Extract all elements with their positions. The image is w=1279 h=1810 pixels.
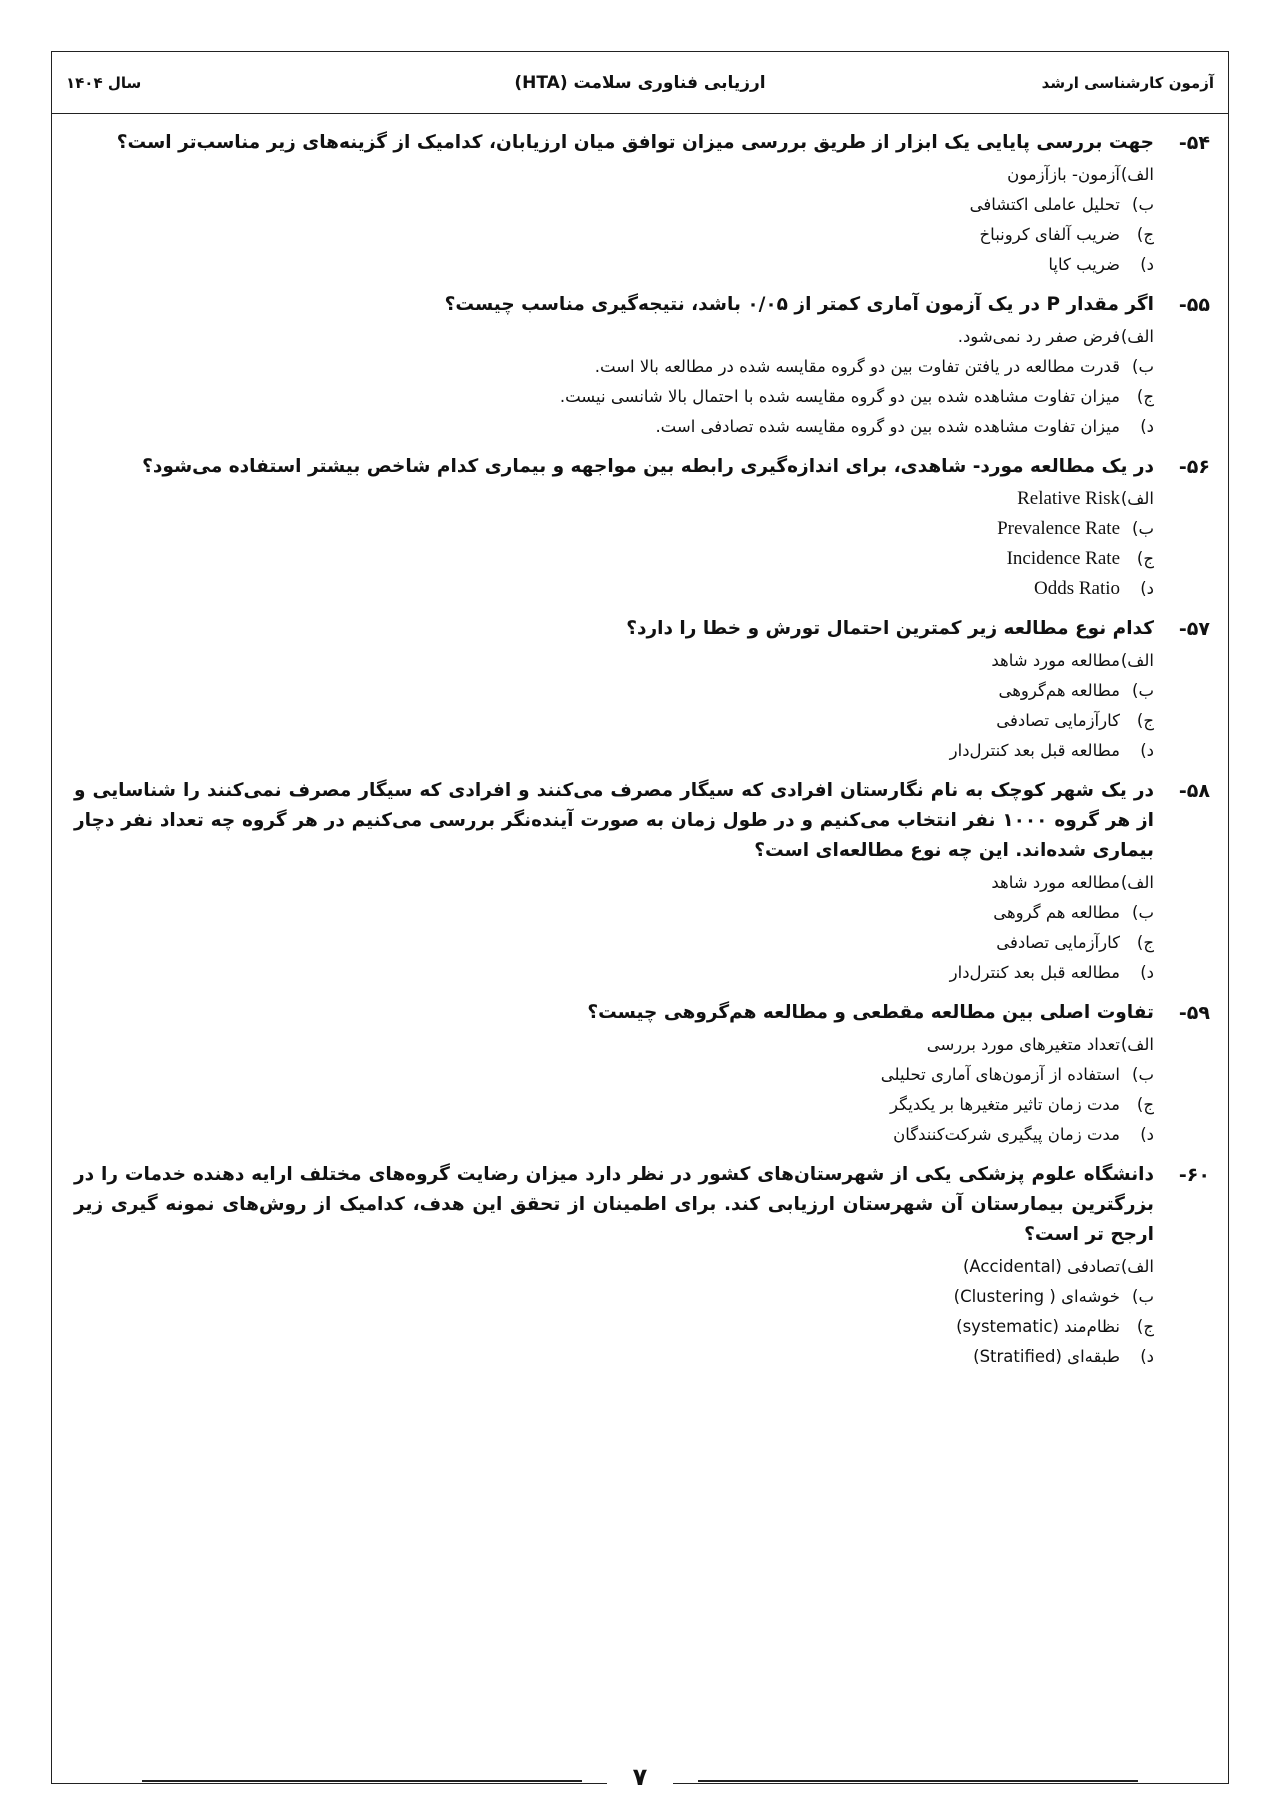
page-frame [51,51,1229,1791]
option-text: تحلیل عاملی اکتشافی [969,195,1120,214]
option [74,1282,1154,1312]
option [74,250,1154,280]
option-text: ضریب کاپا [1048,255,1120,274]
option-text: مطالعه هم‌گروهی [998,681,1120,700]
question-text: در یک شهر کوچک به نام نگارستان افرادی که سیگار مصرف می‌کنند و افرادی که سیگار مصرف نمی‌کنند را شناسایی و از هر گروه ۱۰۰۰ نفر انتخاب می‌کنیم و در طول زمان به صورت آینده‌نگر بررسی می‌کنیم در هر گروه چه تعداد نفر دچار بیماری شده‌اند. این چه نوع مطالعه‌ای است؟ [74,780,1154,861]
option-label: د) [1140,963,1154,982]
question-number: ۵۵- [1178,294,1210,316]
option-text: مطالعه قبل بعد کنترل‌دار [949,963,1120,982]
option [74,1342,1154,1372]
option-label: د) [1140,255,1154,274]
option [74,514,1154,544]
options-list [74,322,1154,442]
option [74,412,1154,442]
option-label: ب) [1132,681,1154,700]
option-text: مدت زمان پیگیری شرکت‌کنندگان [893,1125,1120,1144]
option [74,1030,1154,1060]
option-label: الف) [1120,1035,1154,1054]
option-text: میزان تفاوت مشاهده شده بین دو گروه مقایسه شده تصادفی است. [655,417,1120,436]
option [74,958,1154,988]
question-59 [74,998,1212,1150]
options-list [74,646,1154,766]
footer-rule-right [698,1780,1138,1782]
option-text: فرض صفر رد نمی‌شود. [957,327,1120,346]
option [74,928,1154,958]
option-text: مدت زمان تاثیر متغیرها بر یکدیگر [890,1095,1120,1114]
option [74,1252,1154,1282]
option-text: قدرت مطالعه در یافتن تفاوت بین دو گروه مقایسه شده در مطالعه بالا است. [594,357,1120,376]
option-label: ج) [1136,1317,1154,1336]
option [74,220,1154,250]
option [74,706,1154,736]
option-text: مطالعه هم گروهی [993,903,1120,922]
option-text: نظام‌مند (systematic) [956,1317,1120,1336]
questions-list [52,128,1228,1382]
option-label: ج) [1136,549,1154,568]
option-label: ج) [1136,225,1154,244]
question-57 [74,614,1212,766]
option-text: ضریب آلفای کرونباخ [979,225,1120,244]
question-number: ۵۹- [1178,1002,1210,1024]
option-label: ب) [1132,195,1154,214]
question-number: ۵۶- [1178,456,1210,478]
option-text: مطالعه مورد شاهد [991,651,1120,670]
option [74,190,1154,220]
header-subject: ارزیابی فناوری سلامت (HTA) [514,72,766,93]
option-label: ب) [1132,1287,1154,1306]
option-label: ب) [1132,903,1154,922]
question-number: ۵۷- [1178,618,1210,640]
option [74,382,1154,412]
option [74,868,1154,898]
option-text: استفاده از آزمون‌های آماری تحلیلی [880,1065,1120,1084]
option [74,898,1154,928]
question-text: تفاوت اصلی بین مطالعه مقطعی و مطالعه هم‌گروهی چیست؟ [587,1002,1154,1023]
options-list [74,484,1154,604]
option-label: د) [1140,417,1154,436]
option-text: مطالعه قبل بعد کنترل‌دار [949,741,1120,760]
question-text: اگر مقدار P در یک آزمون آماری کمتر از ۰/۰۵ باشد، نتیجه‌گیری مناسب چیست؟ [444,294,1154,315]
option [74,484,1154,514]
option-label: الف) [1120,651,1154,670]
options-list [74,1252,1154,1372]
option-label: ج) [1136,1095,1154,1114]
option-label: ب) [1132,357,1154,376]
option [74,1120,1154,1150]
option-text: میزان تفاوت مشاهده شده بین دو گروه مقایسه شده با احتمال بالا شانسی نیست. [559,387,1120,406]
option-label: ج) [1136,933,1154,952]
option [74,1312,1154,1342]
page-number: ۷ [607,1763,674,1791]
question-number: ۵۸- [1178,780,1210,802]
option-text: Incidence Rate [1006,548,1120,569]
option-label: الف) [1120,489,1154,508]
option-text: Relative Risk [1017,488,1120,509]
option-text: آزمون- بازآزمون [1007,165,1120,184]
option [74,352,1154,382]
option-text: تعداد متغیرهای مورد بررسی [926,1035,1120,1054]
option-text: طبقه‌ای (Stratified) [973,1347,1120,1366]
question-60 [74,1160,1212,1372]
option-label: د) [1140,1125,1154,1144]
option [74,646,1154,676]
option-text: تصادفی (Accidental) [962,1257,1120,1276]
option-label: ج) [1136,387,1154,406]
option-label: د) [1140,1347,1154,1366]
option-label: ب) [1132,519,1154,538]
option [74,676,1154,706]
question-56 [74,452,1212,604]
option [74,544,1154,574]
question-text: در یک مطالعه مورد- شاهدی، برای اندازه‌گیری رابطه بین مواجهه و بیماری کدام شاخص بیشتر استفاده می‌شود؟ [142,456,1154,477]
option-label: الف) [1120,327,1154,346]
option-text: Prevalence Rate [997,518,1120,539]
footer-rule-left [142,1780,582,1782]
page-header [52,52,1228,114]
question-number: ۶۰- [1178,1164,1210,1186]
option [74,1060,1154,1090]
option-text: خوشه‌ای ( Clustering) [953,1287,1120,1306]
option-label: د) [1140,741,1154,760]
option [74,736,1154,766]
option [74,1090,1154,1120]
option [74,574,1154,604]
question-text: کدام نوع مطالعه زیر کمترین احتمال تورش و خطا را دارد؟ [626,618,1154,639]
page-footer [52,1763,1228,1797]
options-list [74,160,1154,280]
option-label: ج) [1136,711,1154,730]
question-number: ۵۴- [1178,132,1210,154]
option-label: الف) [1120,873,1154,892]
question-54 [74,128,1212,280]
question-58 [74,776,1212,988]
option-text: کارآزمایی تصادفی [996,711,1120,730]
option [74,322,1154,352]
option-label: الف) [1120,1257,1154,1276]
question-text: جهت بررسی پایایی یک ابزار از طریق بررسی میزان توافق میان ارزیابان، کدامیک از گزینه‌های زیر مناسب‌تر است؟ [116,132,1154,153]
option-text: Odds Ratio [1033,578,1120,599]
options-list [74,1030,1154,1150]
option-label: الف) [1120,165,1154,184]
options-list [74,868,1154,988]
option-label: د) [1140,579,1154,598]
header-year: سال ۱۴۰۴ [66,73,142,92]
header-exam-type: آزمون کارشناسی ارشد [1041,73,1214,92]
option-label: ب) [1132,1065,1154,1084]
question-text: دانشگاه علوم پزشکی یکی از شهرستان‌های کشور در نظر دارد میزان رضایت گروه‌های مختلف ارایه دهنده خدمات را در بزرگترین بیمارستان آن شهرستان ارزیابی کند. برای اطمینان از تحقق این هدف، کدامیک از روش‌های نمونه گیری زیر ارجح تر است؟ [74,1164,1154,1245]
question-55 [74,290,1212,442]
option [74,160,1154,190]
option-text: مطالعه مورد شاهد [991,873,1120,892]
option-text: کارآزمایی تصادفی [996,933,1120,952]
